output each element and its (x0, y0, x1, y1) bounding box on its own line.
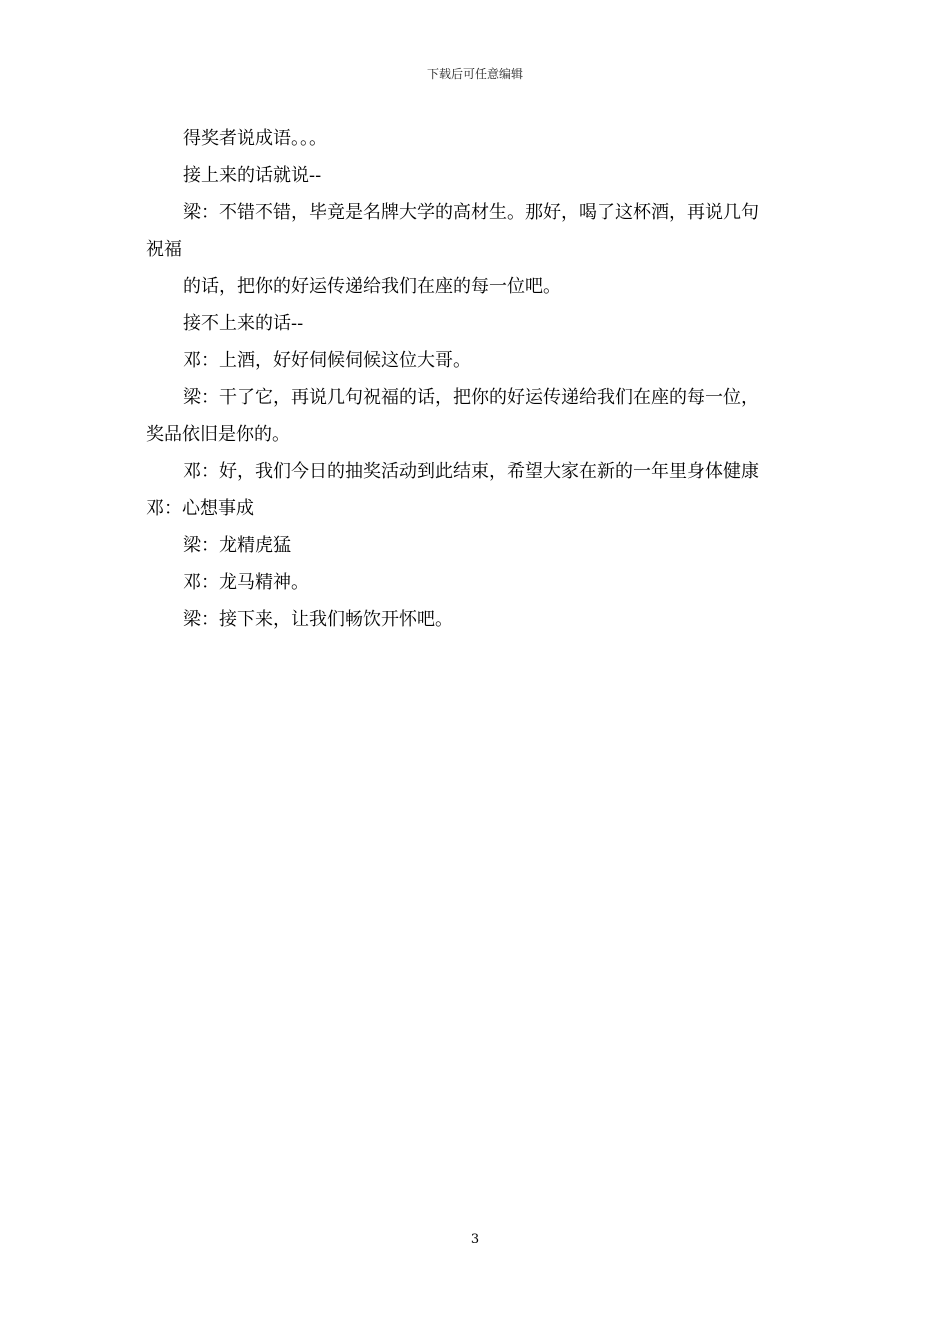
page-number: 3 (470, 1232, 480, 1247)
paragraph: 接上来的话就说-- (183, 165, 322, 186)
paragraph: 邓：心想事成 (146, 498, 254, 519)
paragraph: 得奖者说成语。。。 (183, 128, 327, 149)
paragraph: 梁：不错不错，毕竟是名牌大学的高材生。那好，喝了这杯酒，再说几句 (183, 202, 759, 223)
paragraph: 祝福 (146, 239, 182, 260)
paragraph: 的话，把你的好运传递给我们在座的每一位吧。 (183, 276, 561, 297)
paragraph: 邓：龙马精神。 (183, 572, 309, 593)
paragraph: 梁：接下来，让我们畅饮开怀吧。 (183, 609, 453, 630)
paragraph: 接不上来的话-- (183, 313, 304, 334)
document-body (146, 120, 816, 638)
paragraph: 邓：好，我们今日的抽奖活动到此结束，希望大家在新的一年里身体健康 (183, 461, 759, 482)
page-header: 下载后可任意编辑 (426, 67, 523, 81)
paragraph: 邓：上酒，好好伺候伺候这位大哥。 (183, 350, 471, 371)
paragraph: 梁：干了它，再说几句祝福的话，把你的好运传递给我们在座的每一位， (183, 387, 759, 408)
paragraph: 梁：龙精虎猛 (183, 535, 291, 556)
paragraph: 奖品依旧是你的。 (146, 424, 290, 445)
